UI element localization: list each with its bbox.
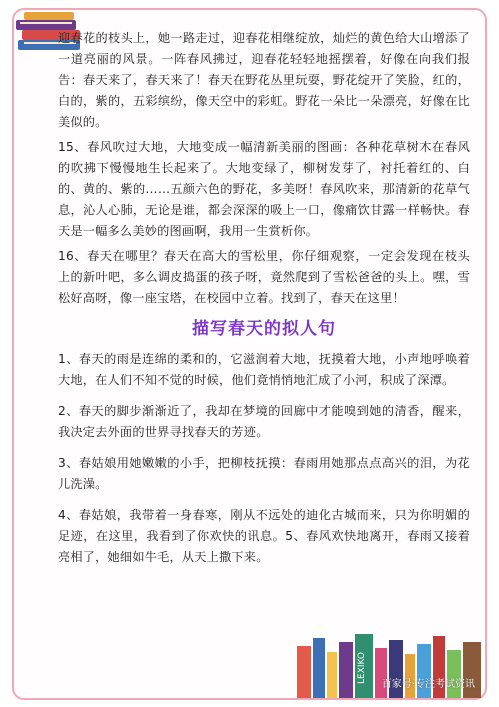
paragraph-16: 16、春天在哪里？春天在高大的雪松里，你仔细观察，一定会发现在枝头上的新叶吧，多么调皮捣蛋的孩子呀，竟然爬到了雪松爸爸的头上。嘿，雪松好高呀，像一座宝塔，在校园中立着。找到了，春天在这里！ [58, 249, 470, 305]
paragraph-1: 1、春天的雨是连绵的柔和的，它滋润着大地，抚摸着大地，小声地呼唤着大地，在人们不知不觉的时候，他们竟悄悄地汇成了小河，积成了深潭。 [58, 352, 470, 387]
paragraph-15: 15、春风吹过大地，大地变成一幅清新美丽的图画：各种花草树木在春风的吹拂下慢慢地生长起来了。大地变绿了，柳树发芽了，衬托着红的、白的、黄的、紫的……五颜六色的野花，多美呀！春风吹来，那清新的花草气息，沁人心肺，无论是谁，都会深深的吸上一口，像痛饮甘露一样畅快。春天是一幅多么美妙的图画啊，我用一生赏析你。 [58, 140, 470, 238]
document-body [58, 28, 470, 572]
paragraph-2: 2、春天的脚步渐渐近了，我却在梦境的回廊中才能嗅到她的清香，醒来，我决定去外面的世界寻找春天的芳迹。 [58, 404, 470, 439]
paragraph-intro: 迎春花的枝头上，她一路走过，迎春花相继绽放，灿烂的黄色给大山增添了一道亮丽的风景。一阵春风拂过，迎春花轻轻地摇摆着，好像在向我们报告：春天来了，春天来了！春天在野花丛里玩耍，野花绽开了笑脸，红的，白的，紫的，五彩缤纷，像天空中的彩虹。野花一朵比一朵漂亮，好像在比美似的。 [58, 31, 470, 129]
watermark: 百家号·专注考试资讯 [381, 679, 475, 690]
paragraph-3: 3、春姑娘用她嫩嫩的小手，把柳枝抚摸：春雨用她那点点高兴的泪，为花儿洗澡。 [58, 456, 470, 491]
book-spine-label: LEXIKO [357, 651, 367, 684]
page-frame [12, 8, 487, 700]
paragraph-4-5: 4、春姑娘，我带着一身春寒，刚从不远处的迪化古城而来，只为你明媚的足迹，在这里，我看到了你欢快的讯息。5、春风欢快地离开，春雨又接着亮相了，她细如牛毛，从天上撒下来。 [58, 508, 470, 564]
section-title: 描写春天的拟人句 [192, 319, 336, 339]
